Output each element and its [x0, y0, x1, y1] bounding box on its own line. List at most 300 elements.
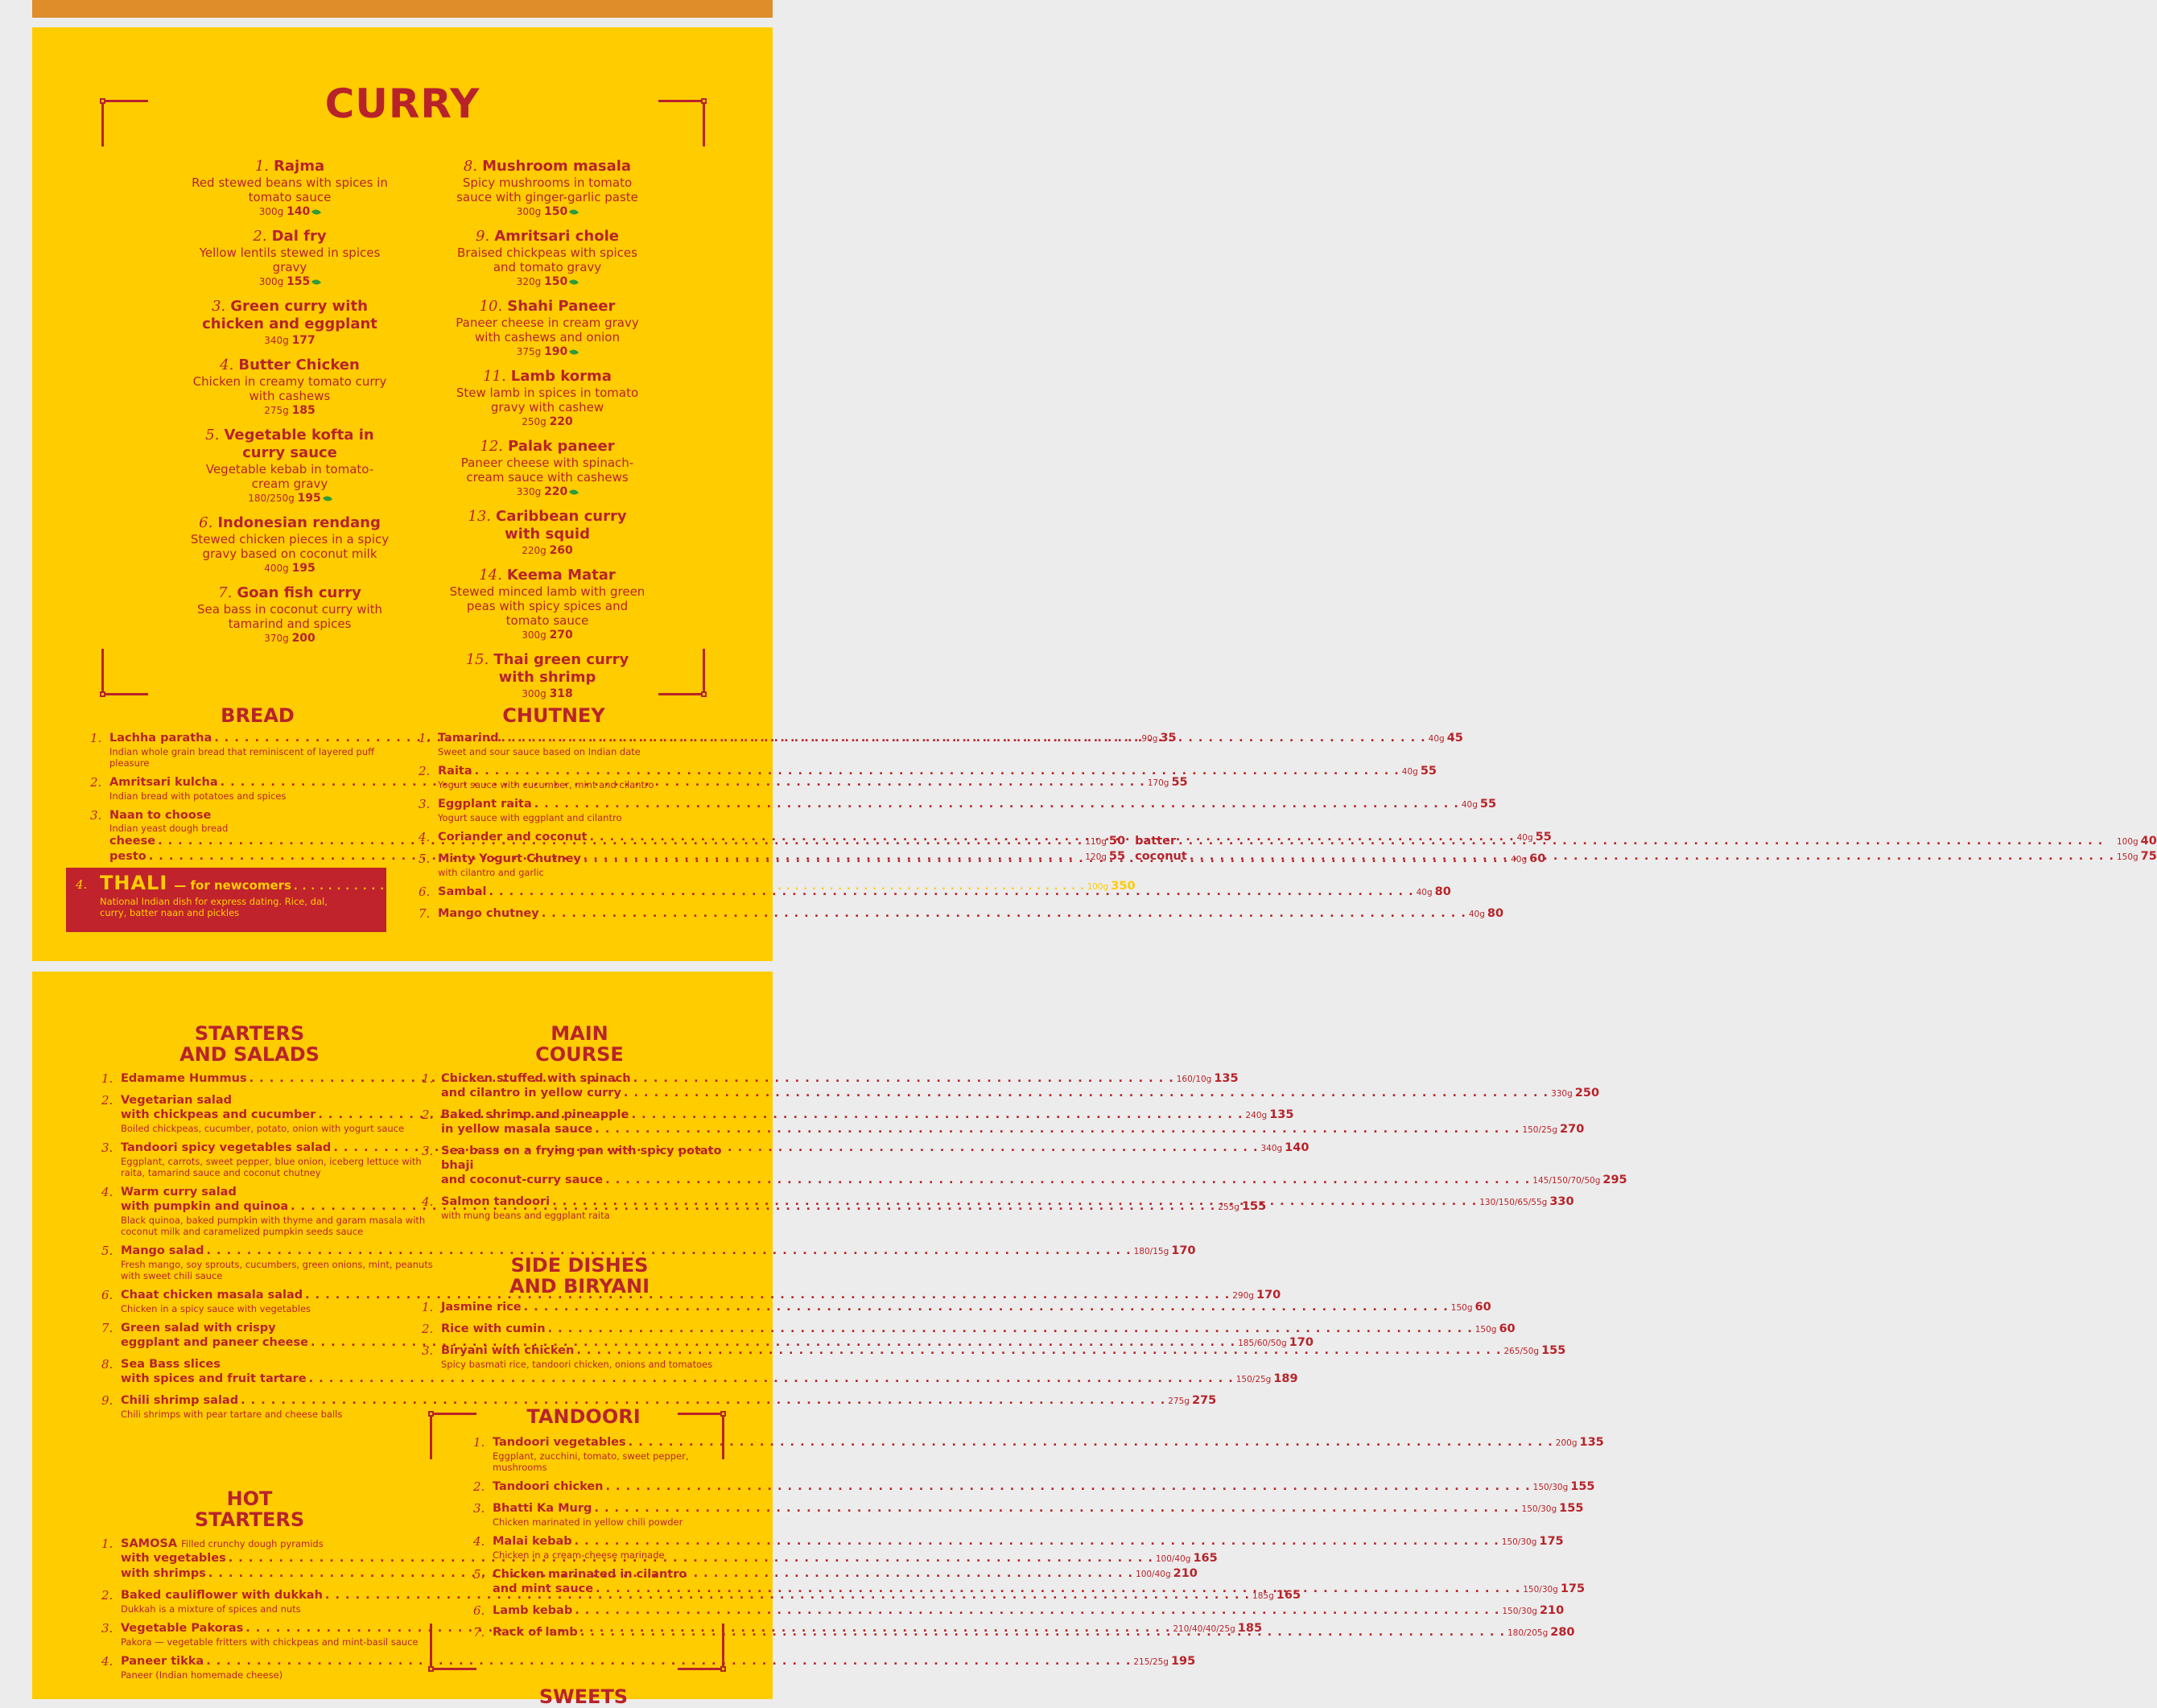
item-description: Braised chickpeas with spices and tomato gravy [457, 245, 637, 274]
item-name-line [455, 651, 640, 687]
item-price: 270 [549, 629, 573, 642]
curry-item [402, 438, 692, 499]
item-price: 55 [1535, 831, 1552, 844]
corner-ornament-bottom-left [101, 647, 150, 695]
item-price: 155 [1559, 1502, 1584, 1515]
item-description: Paneer (Indian homemade cheese) [121, 1669, 283, 1681]
item-number: 3. [473, 1501, 485, 1516]
item-number: 13. [468, 508, 492, 525]
item-weight: 370g [264, 633, 289, 644]
item-weight: 300g [522, 688, 546, 699]
item-weight: 340g [264, 335, 289, 346]
item-description: with mung beans and eggplant raita [441, 1210, 610, 1221]
vegetarian-leaf-icon [569, 488, 579, 497]
item-number: 3. [101, 1621, 113, 1636]
item-weight: 255g [1218, 1203, 1239, 1212]
item-name: Sambal [438, 885, 487, 898]
item-name: Caribbean curry with squid [496, 508, 627, 543]
curry-left-column [145, 158, 435, 654]
item-name: Shahi Paneer [507, 298, 616, 315]
option-name: cheese [109, 835, 156, 848]
item-price: 177 [291, 334, 316, 347]
leader-dots [501, 731, 1426, 745]
item-name: Indonesian rendang [217, 514, 381, 531]
item-weight: 220g [522, 545, 546, 556]
item-weight: 160/10g [1176, 1075, 1212, 1084]
item-description: Indian whole grain bread that reminiscent of layered puff pleasure [109, 746, 375, 769]
item-weight-price [145, 333, 435, 348]
item-price: 220 [544, 485, 568, 498]
item-number: 7. [101, 1321, 113, 1335]
leader-dots [534, 797, 1459, 811]
curry-item [145, 514, 435, 576]
item-name: and cilantro in yellow curry [441, 1087, 621, 1099]
item-description: Chili shrimps with pear tartare and cheese balls [121, 1409, 343, 1420]
leader-dots [589, 830, 1514, 844]
item-price: 55 [1420, 765, 1437, 778]
curry-item [145, 427, 435, 505]
starters-title-line1: STARTERS [194, 1022, 305, 1045]
item-price: 170 [1171, 1244, 1196, 1257]
vegetarian-leaf-icon [1295, 1112, 1297, 1117]
option-price: 75 [2140, 850, 2157, 863]
item-price: 175 [1560, 1582, 1586, 1595]
item-description: Chicken in creamy tomato curry with cashews [192, 374, 387, 403]
item-name-line [455, 508, 640, 543]
list-item [473, 1479, 1595, 1495]
item-name: Keema Matar [506, 567, 616, 584]
item-row [441, 1300, 1491, 1315]
thali-subtitle: — for newcomers [174, 878, 291, 893]
vegetarian-leaf-icon [1492, 1305, 1495, 1310]
item-weight-price [402, 543, 692, 558]
option-name: with vegetables [121, 1552, 226, 1565]
item-weight-price [145, 491, 435, 505]
item-weight: 320g [516, 276, 542, 287]
item-row [121, 1372, 1298, 1387]
item-name: Naan to choose [109, 809, 212, 822]
item-row [438, 764, 1437, 779]
item-row [121, 1141, 1309, 1156]
item-description: Filled crunchy dough pyramids [181, 1538, 324, 1549]
vegetarian-leaf-icon [1239, 1076, 1242, 1081]
leader-dots [580, 1625, 1505, 1640]
item-price: 195 [297, 492, 321, 505]
item-description: Black quinoa, baked pumpkin with thyme and garam masala with coconut milk and caramelized pumpkin seeds sauce [121, 1215, 426, 1237]
item-number: 1. [101, 1071, 113, 1086]
item-name: Rack of lamb [493, 1626, 578, 1639]
list-item [101, 1654, 1196, 1681]
item-price: 140 [1285, 1141, 1309, 1154]
item-weight: 90g [1141, 734, 1158, 744]
curry-title: CURRY [324, 80, 480, 127]
item-name-line1: Baked shrimp and pineapple [441, 1108, 629, 1121]
item-description: Pakora — vegetable fritters with chickpeas and mint-basil sauce [121, 1636, 419, 1648]
bread-title: BREAD [221, 704, 295, 727]
hot-starters-title-line1: HOT [226, 1487, 273, 1510]
item-number: 1. [419, 731, 431, 745]
option-weight: 100g [2116, 837, 2138, 847]
item-number: 14. [479, 567, 502, 584]
vegetarian-leaf-icon [1516, 1326, 1519, 1331]
item-name: Vegetable Pakoras [121, 1622, 244, 1635]
leader-dots [576, 1343, 1501, 1358]
item-price: 80 [1434, 885, 1451, 898]
item-number: 2. [101, 1588, 113, 1603]
item-price: 220 [549, 415, 573, 428]
item-name: with pumpkin and quinoa [121, 1200, 289, 1213]
item-number: 1. [422, 1071, 434, 1086]
item-number: 5. [473, 1567, 485, 1582]
item-description: Sea bass in coconut curry with tamarind and spices [196, 602, 383, 631]
main-course-title [443, 1023, 716, 1065]
item-number: 5. [205, 427, 220, 444]
item-number: 11. [483, 368, 506, 385]
item-description: Stew lamb in spices in tomato gravy with cashew [456, 386, 639, 415]
item-weight: 150/30g [1502, 1607, 1537, 1616]
item-name-line1: Chicken stuffed with spinach [441, 1072, 631, 1085]
item-number: 8. [463, 158, 478, 175]
item-number: 7. [419, 906, 431, 921]
item-name: Baked cauliflower with dukkah [121, 1589, 323, 1602]
item-price: 350 [1111, 880, 1136, 893]
item-row [121, 1288, 1281, 1303]
item-name: Minty Yogurt Chutney [438, 852, 581, 865]
item-weight: 150/25g [1235, 1375, 1272, 1384]
item-description: Dukkah is a mixture of spices and nuts [121, 1603, 301, 1615]
item-name: SAMOSA [121, 1537, 178, 1550]
item-weight: 40g [1401, 767, 1418, 777]
item-weight: 215/25g [1133, 1657, 1169, 1667]
item-number: 1. [473, 1435, 485, 1450]
item-row [438, 906, 1504, 922]
item-description: Chicken marinated in yellow chili powder [493, 1516, 683, 1528]
curry-item [402, 228, 692, 289]
item-weight: 330g [1551, 1089, 1573, 1099]
list-item [473, 1603, 1565, 1619]
item-price: 200 [291, 632, 316, 645]
item-weight: 100g [1087, 882, 1109, 892]
item-number: 2. [253, 228, 267, 245]
item-name: Goan fish curry [237, 584, 361, 601]
item-row [438, 797, 1497, 812]
item-weight: 290g [1232, 1291, 1254, 1301]
item-row [493, 1435, 1604, 1450]
leader-dots [542, 906, 1466, 921]
item-weight: 275g [1168, 1397, 1190, 1406]
item-weight: 180/15g [1133, 1247, 1169, 1256]
item-description: Yellow lentils stewed in spices gravy [199, 245, 381, 274]
item-name-line1: Sea Bass slices [121, 1358, 221, 1371]
item-price: 270 [1560, 1123, 1585, 1136]
leader-dots [595, 1122, 1520, 1137]
item-name: Malai kebab [493, 1535, 572, 1548]
option-price: 55 [1108, 850, 1126, 863]
item-number: 3. [422, 1343, 434, 1358]
item-weight: 40g [1416, 888, 1433, 897]
item-number: 3. [212, 298, 226, 315]
leader-dots [594, 1501, 1519, 1516]
item-number: 2. [422, 1108, 434, 1122]
item-number: 2. [422, 1322, 434, 1336]
item-weight-price [402, 344, 692, 359]
item-weight-price [402, 485, 692, 499]
corner-ornament-bottom-left [430, 1622, 478, 1670]
item-name-line [455, 158, 640, 175]
item-price: 155 [1241, 1200, 1267, 1213]
curry-item [402, 158, 692, 219]
item-name: Butter Chicken [238, 357, 360, 373]
item-weight: 300g [516, 206, 542, 217]
item-description: Spicy mushrooms in tomato sauce with ginger-garlic paste [456, 175, 638, 204]
item-name: Bhatti Ka Murg [493, 1502, 592, 1515]
item-number: 2. [419, 764, 431, 778]
item-weight: 300g [522, 629, 546, 641]
option-price: 210 [1173, 1567, 1198, 1580]
list-item [419, 906, 1504, 922]
item-number: 4. [422, 1194, 434, 1209]
item-price: 330 [1549, 1195, 1574, 1208]
item-number: 3. [419, 797, 431, 811]
item-weight-price [145, 274, 435, 289]
item-number: 2. [90, 775, 102, 790]
item-name-line [197, 514, 382, 532]
item-name: Chaat chicken masala salad [121, 1289, 303, 1302]
item-description: Yogurt sauce with eggplant and cilantro [438, 812, 622, 823]
item-name: Edamame Hummus [121, 1072, 247, 1085]
leader-dots [548, 1322, 1473, 1336]
option-name: pesto [109, 850, 146, 863]
item-weight: 210/40/40/25g [1173, 1624, 1235, 1634]
option-price: 165 [1193, 1552, 1218, 1565]
leader-dots [584, 852, 1508, 866]
item-name: Vegetable kofta in curry sauce [224, 427, 374, 461]
item-row [121, 1393, 1217, 1409]
item-price: 175 [1539, 1535, 1564, 1548]
item-weight: 330g [516, 486, 542, 497]
item-weight: 200g [1555, 1438, 1578, 1448]
side-dishes-title-line1: SIDE DISHES [510, 1254, 649, 1277]
vegetarian-leaf-icon [311, 278, 321, 287]
item-weight: 180/205g [1507, 1628, 1549, 1638]
leader-dots [629, 1435, 1553, 1450]
item-weight: 265/50g [1503, 1347, 1540, 1356]
item-number: 10. [479, 298, 503, 315]
item-name: Rice with cumin [441, 1322, 546, 1335]
item-row [441, 1322, 1516, 1337]
item-name-line [455, 298, 640, 316]
item-number: 2. [101, 1093, 113, 1108]
item-number: 6. [199, 514, 213, 531]
item-weight: 150/30g [1532, 1483, 1569, 1492]
item-name: Thai green curry with shrimp [493, 651, 629, 686]
item-number: 4. [419, 830, 431, 844]
option-weight: 100/40g [1155, 1554, 1191, 1564]
thali-name: THALI [100, 872, 168, 894]
item-price: 155 [287, 275, 311, 288]
main-course-title-line1: MAIN [551, 1022, 608, 1045]
tandoori-title: TANDOORI [526, 1405, 641, 1428]
item-price: 210 [1539, 1604, 1565, 1617]
option-name: with shrimps [121, 1567, 206, 1580]
item-description: Chicken in a spicy sauce with vegetables [121, 1303, 311, 1314]
side-dishes-title-line2: AND BIRYANI [509, 1275, 650, 1298]
item-row [441, 1122, 1585, 1137]
curry-item [402, 651, 692, 701]
item-name: Mushroom masala [482, 158, 632, 175]
item-weight: 275g [264, 405, 289, 416]
hot-starters-title-line2: STARTERS [194, 1508, 305, 1531]
item-row [493, 1534, 1564, 1549]
item-price: 185 [1237, 1622, 1263, 1635]
item-description: Stewed minced lamb with green peas with spicy spices and tomato sauce [449, 584, 645, 628]
item-description: Spicy basmati rice, tandoori chicken, onions and tomatoes [441, 1359, 713, 1370]
leader-dots [575, 1534, 1499, 1549]
item-weight: 185/60/50g [1238, 1339, 1287, 1348]
item-price: 170 [1256, 1289, 1281, 1302]
option-price: 40 [2140, 835, 2157, 848]
item-name-line [197, 298, 382, 333]
list-item [419, 797, 1497, 823]
curry-right-column [402, 158, 692, 710]
leader-dots [489, 885, 1413, 899]
item-description: with cilantro and garlic [438, 867, 544, 878]
item-weight-price [402, 628, 692, 642]
item-description: Eggplant, zucchini, tomato, sweet pepper, mushrooms [493, 1450, 689, 1473]
item-number: 7. [218, 584, 233, 601]
item-number: 1. [101, 1537, 113, 1551]
leader-dots [552, 1194, 1477, 1209]
item-number: 7. [473, 1625, 485, 1640]
item-price: 55 [1479, 798, 1497, 811]
item-weight: 145/150/70/50g [1532, 1176, 1601, 1186]
item-price: 170 [1289, 1336, 1314, 1349]
item-price: 250 [1574, 1087, 1600, 1099]
vegetarian-leaf-icon [569, 208, 579, 217]
sweets-title: SWEETS [538, 1685, 629, 1708]
item-row [121, 1654, 1196, 1669]
item-name: Amritsari kulcha [109, 776, 218, 789]
item-price: 189 [1273, 1372, 1298, 1385]
item-name-line [197, 584, 382, 602]
leader-dots [596, 1582, 1520, 1596]
item-price: 195 [291, 562, 316, 575]
option-weight: 100/40g [1136, 1570, 1171, 1579]
item-number: 2. [473, 1479, 485, 1494]
item-number: 1. [90, 731, 102, 745]
vegetarian-leaf-icon [1219, 1556, 1221, 1561]
item-name: Jasmine rice [441, 1301, 522, 1314]
item-weight-price [145, 631, 435, 646]
item-name-line [197, 158, 382, 175]
item-name: Coriander and coconut [438, 831, 588, 844]
item-row [441, 1086, 1600, 1101]
item-price: 135 [1214, 1072, 1239, 1085]
curry-item [145, 228, 435, 289]
item-price: 295 [1602, 1174, 1627, 1186]
list-item [422, 1300, 1491, 1315]
vegetarian-leaf-icon [311, 208, 321, 217]
item-number: 4. [473, 1534, 485, 1549]
item-name-line [197, 427, 382, 462]
item-price: 260 [549, 544, 573, 557]
item-weight: 150/30g [1521, 1504, 1557, 1514]
item-weight: 40g [1468, 910, 1485, 919]
item-name-line1: Sea bass on a frying pan with spicy potato bhaji [441, 1145, 722, 1172]
option-weight: 120g [1085, 852, 1107, 862]
item-name-line1: Warm curry salad [121, 1186, 237, 1198]
item-row [121, 1244, 1196, 1259]
item-name: Mango chutney [438, 907, 539, 920]
item-name-line [455, 567, 640, 584]
starters-title [113, 1023, 386, 1065]
vegetarian-leaf-icon [1310, 1145, 1313, 1150]
top-strip [32, 0, 773, 18]
item-number: 1. [254, 158, 270, 175]
list-item [473, 1501, 1584, 1528]
curry-item [402, 298, 692, 359]
item-price: 280 [1550, 1626, 1575, 1639]
item-row [493, 1603, 1565, 1619]
item-weight: 40g [1461, 800, 1478, 810]
item-name-line [197, 357, 382, 374]
item-weight: 170g [1147, 778, 1169, 788]
item-weight-price [402, 274, 692, 289]
item-description: Chicken in a cream-cheese marinade [493, 1549, 665, 1561]
item-price: 275 [1191, 1394, 1217, 1407]
item-price: 185 [291, 404, 316, 417]
item-weight-price [145, 204, 435, 219]
item-price: 150 [544, 275, 568, 288]
item-number: 5. [419, 852, 431, 866]
item-number: 6. [419, 885, 431, 899]
item-weight: 150/25g [1522, 1125, 1558, 1135]
curry-item [145, 357, 435, 418]
item-number: 9. [101, 1393, 113, 1408]
item-number: 9. [476, 228, 490, 245]
item-price: 165 [1276, 1589, 1301, 1602]
item-weight: 40g [1511, 855, 1528, 864]
item-price: 190 [544, 345, 568, 358]
item-weight: 300g [258, 276, 284, 287]
item-description: Vegetable kebab in tomato-cream gravy [205, 462, 374, 491]
curry-item [402, 567, 692, 642]
item-weight-price [402, 415, 692, 429]
leader-dots [206, 1654, 1131, 1669]
item-weight: 375g [516, 346, 542, 357]
leader-dots [606, 1479, 1531, 1494]
option-price: 50 [1108, 835, 1126, 848]
vegetarian-leaf-icon [1197, 1248, 1199, 1253]
item-weight-price [402, 204, 692, 219]
item-weight: 40g [1516, 833, 1533, 843]
item-name: Lachha paratha [109, 732, 212, 745]
leader-dots [605, 1173, 1530, 1187]
item-name: Rajma [274, 158, 325, 175]
side-dishes-title [443, 1255, 716, 1297]
item-price: 150 [544, 205, 568, 218]
leader-dots [475, 764, 1400, 778]
item-row [441, 1173, 1627, 1188]
list-item [473, 1435, 1604, 1473]
item-price: 318 [549, 687, 573, 700]
item-number: 4. [101, 1185, 113, 1199]
item-weight: 300g [258, 206, 284, 217]
item-price: 55 [1171, 776, 1188, 789]
item-name: with chickpeas and cucumber [121, 1108, 316, 1121]
item-name-line1: Green salad with crispy [121, 1322, 276, 1335]
item-weight: 40g [1428, 734, 1445, 744]
